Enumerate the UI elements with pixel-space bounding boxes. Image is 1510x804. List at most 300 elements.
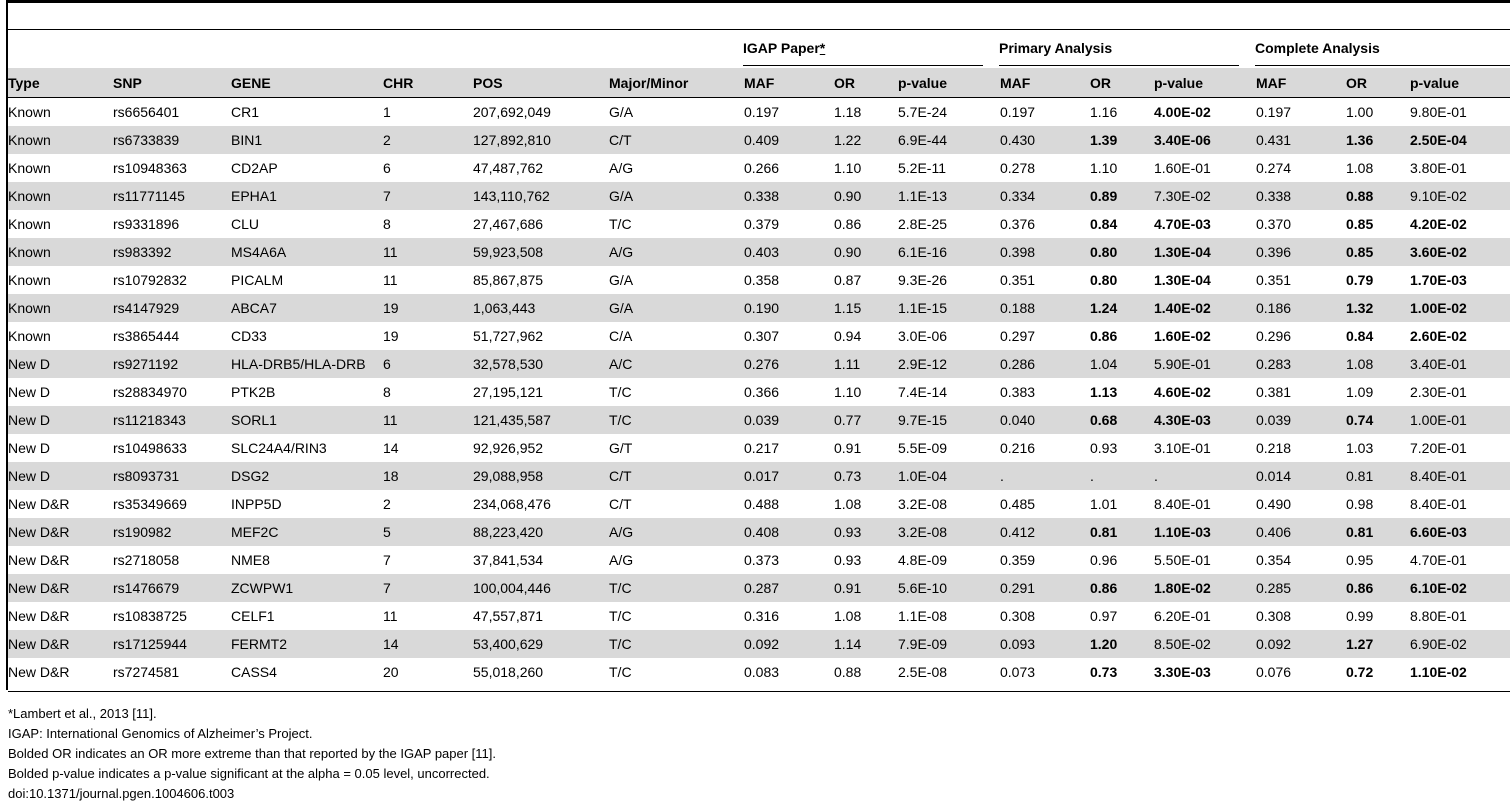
- cell-igap-or: 0.93: [834, 552, 862, 568]
- table-row: [8, 322, 1510, 350]
- table-row: [8, 238, 1510, 266]
- cell-major-minor: G/A: [609, 182, 744, 210]
- cell-major-minor: G/A: [609, 272, 634, 288]
- table-row: [8, 154, 1510, 182]
- cell-major-minor: T/C: [609, 406, 744, 434]
- cell-igap-or: 0.93: [834, 518, 898, 546]
- cell-snp: rs1476679: [113, 574, 231, 602]
- cell-complete-maf: 0.296: [1256, 328, 1292, 344]
- cell-complete-or: 0.98: [1346, 496, 1374, 512]
- cell-igap-pvalue: 2.9E-12: [898, 350, 1000, 378]
- table-header-rule: [8, 29, 1510, 30]
- table-row: [8, 182, 1510, 210]
- cell-complete-or: 0.85: [1346, 216, 1374, 232]
- cell-igap-pvalue: 7.4E-14: [898, 384, 948, 400]
- cell-primary-maf: 0.297: [1000, 328, 1036, 344]
- cell-major-minor: T/C: [609, 574, 744, 602]
- cell-igap-pvalue: 2.5E-08: [898, 664, 948, 680]
- cell-chr: 19: [383, 294, 473, 322]
- cell-type: Known: [8, 160, 51, 176]
- footnote-lambert: *Lambert et al., 2013 [11].: [8, 706, 157, 721]
- table-row: [8, 434, 1510, 462]
- table-row: [8, 574, 1510, 602]
- group-rule-igap: [743, 65, 983, 66]
- cell-major-minor: T/C: [609, 384, 632, 400]
- table-row: [8, 126, 1510, 154]
- cell-primary-or: 1.13: [1090, 384, 1118, 400]
- cell-complete-pvalue: 3.40E-01: [1410, 350, 1510, 378]
- cell-chr: 7: [383, 182, 473, 210]
- cell-igap-maf: 0.373: [744, 552, 780, 568]
- column-header-snp: SNP: [113, 68, 231, 98]
- cell-major-minor: T/C: [609, 216, 632, 232]
- cell-major-minor: A/G: [609, 518, 744, 546]
- cell-primary-or: 0.86: [1090, 574, 1154, 602]
- cell-primary-maf: 0.308: [1000, 608, 1036, 624]
- footnote-bolded-or: Bolded OR indicates an OR more extreme than that reported by the IGAP paper [11].: [8, 746, 497, 761]
- cell-igap-maf: 0.307: [744, 328, 780, 344]
- cell-complete-or: 0.79: [1346, 272, 1374, 288]
- cell-pos: 51,727,962: [473, 328, 544, 344]
- group-header-primary: Primary Analysis: [999, 40, 1113, 56]
- cell-primary-maf: 0.073: [1000, 664, 1036, 680]
- cell-snp: rs17125944: [113, 630, 231, 658]
- column-header-major-minor: Major/Minor: [609, 68, 744, 98]
- cell-primary-pvalue: 1.40E-02: [1154, 294, 1256, 322]
- cell-primary-maf: 0.412: [1000, 518, 1090, 546]
- cell-complete-pvalue: 8.80E-01: [1410, 608, 1467, 624]
- igap-footnote-marker[interactable]: *: [819, 40, 826, 56]
- table-row: [8, 350, 1510, 378]
- cell-igap-maf: 0.403: [744, 238, 834, 266]
- cell-primary-or: 1.39: [1090, 126, 1154, 154]
- cell-complete-maf: 0.076: [1256, 664, 1292, 680]
- cell-gene: SORL1: [231, 406, 383, 434]
- cell-igap-pvalue: 1.0E-04: [898, 462, 1000, 490]
- cell-igap-maf: 0.488: [744, 496, 780, 512]
- column-header-complete-pvalue: p-value: [1410, 68, 1510, 98]
- cell-snp: rs9331896: [113, 216, 180, 232]
- cell-igap-pvalue: 5.2E-11: [898, 160, 946, 176]
- cell-major-minor: G/A: [609, 104, 634, 120]
- cell-major-minor: T/C: [609, 630, 744, 658]
- cell-major-minor: T/C: [609, 608, 632, 624]
- cell-igap-or: 0.91: [834, 440, 862, 456]
- cell-pos: 27,467,686: [473, 216, 544, 232]
- column-header-igap-pvalue: p-value: [898, 68, 1000, 98]
- cell-snp: rs983392: [113, 238, 231, 266]
- cell-complete-or: 1.32: [1346, 294, 1410, 322]
- cell-complete-or: 0.99: [1346, 608, 1374, 624]
- cell-pos: 32,578,530: [473, 350, 609, 378]
- cell-type: New D: [8, 384, 51, 400]
- cell-primary-or: 0.68: [1090, 406, 1154, 434]
- cell-igap-pvalue: 1.1E-13: [898, 182, 1000, 210]
- table-row: [8, 210, 1510, 238]
- cell-primary-maf: 0.351: [1000, 272, 1036, 288]
- cell-complete-maf: 0.274: [1256, 160, 1292, 176]
- cell-igap-pvalue: 6.9E-44: [898, 126, 1000, 154]
- cell-primary-or: 0.84: [1090, 216, 1118, 232]
- snp-results-table: [8, 68, 1510, 686]
- cell-chr: 11: [383, 406, 473, 434]
- cell-chr: 11: [383, 608, 398, 624]
- cell-complete-maf: 0.354: [1256, 552, 1292, 568]
- column-header-primary-pvalue: p-value: [1154, 68, 1256, 98]
- cell-igap-maf: 0.039: [744, 406, 834, 434]
- cell-primary-or: 1.16: [1090, 104, 1118, 120]
- cell-snp: rs9271192: [113, 350, 231, 378]
- cell-gene: NME8: [231, 552, 270, 568]
- cell-igap-pvalue: 5.7E-24: [898, 104, 948, 120]
- cell-major-minor: G/A: [609, 294, 744, 322]
- table-row: [8, 406, 1510, 434]
- cell-pos: 37,841,534: [473, 552, 544, 568]
- cell-complete-maf: 0.351: [1256, 272, 1292, 288]
- cell-primary-pvalue: 1.60E-02: [1154, 328, 1211, 344]
- cell-complete-pvalue: 6.90E-02: [1410, 630, 1510, 658]
- cell-chr: 7: [383, 574, 473, 602]
- cell-igap-pvalue: 3.2E-08: [898, 496, 948, 512]
- cell-primary-pvalue: 1.30E-04: [1154, 238, 1256, 266]
- cell-igap-maf: 0.316: [744, 608, 780, 624]
- cell-complete-or: 0.88: [1346, 182, 1410, 210]
- cell-primary-or: 0.73: [1090, 664, 1118, 680]
- cell-complete-or: 1.09: [1346, 384, 1374, 400]
- cell-gene: DSG2: [231, 462, 383, 490]
- cell-type: New D: [8, 440, 51, 456]
- cell-primary-pvalue: 8.50E-02: [1154, 630, 1256, 658]
- cell-igap-or: 1.10: [834, 160, 862, 176]
- cell-complete-maf: 0.014: [1256, 462, 1346, 490]
- cell-chr: 6: [383, 160, 391, 176]
- cell-pos: 29,088,958: [473, 462, 609, 490]
- table-row: [8, 602, 1510, 630]
- table-row: [8, 98, 1510, 127]
- column-header-type: Type: [8, 68, 113, 98]
- cell-pos: 143,110,762: [473, 182, 609, 210]
- cell-primary-maf: 0.376: [1000, 216, 1036, 232]
- cell-igap-maf: 0.190: [744, 294, 834, 322]
- cell-primary-or: 1.04: [1090, 350, 1154, 378]
- column-header-gene: GENE: [231, 68, 383, 98]
- cell-complete-pvalue: 3.80E-01: [1410, 160, 1467, 176]
- group-header-complete: Complete Analysis: [1255, 40, 1380, 56]
- column-header-primary-maf: MAF: [1000, 68, 1090, 98]
- cell-complete-or: 1.36: [1346, 126, 1410, 154]
- group-rule-complete: [1255, 65, 1510, 66]
- cell-type: Known: [8, 126, 113, 154]
- cell-primary-pvalue: 6.20E-01: [1154, 608, 1211, 624]
- cell-pos: 1,063,443: [473, 294, 609, 322]
- cell-primary-pvalue: 1.30E-04: [1154, 272, 1211, 288]
- cell-snp: rs6733839: [113, 126, 231, 154]
- table-bottom-rule: [8, 691, 1510, 692]
- cell-snp: rs190982: [113, 518, 231, 546]
- cell-complete-pvalue: 1.00E-01: [1410, 406, 1510, 434]
- cell-igap-or: 0.77: [834, 406, 898, 434]
- cell-snp: rs7274581: [113, 664, 180, 680]
- cell-snp: rs2718058: [113, 552, 180, 568]
- cell-igap-pvalue: 5.6E-10: [898, 574, 1000, 602]
- cell-type: Known: [8, 272, 51, 288]
- cell-primary-or: 1.10: [1090, 160, 1118, 176]
- cell-type: New D: [8, 406, 113, 434]
- cell-primary-pvalue: 4.00E-02: [1154, 104, 1211, 120]
- cell-major-minor: C/T: [609, 126, 744, 154]
- cell-complete-pvalue: 4.70E-01: [1410, 552, 1467, 568]
- group-header-igap: [743, 40, 825, 60]
- cell-type: New D: [8, 462, 113, 490]
- cell-primary-pvalue: 4.30E-03: [1154, 406, 1256, 434]
- cell-complete-or: 0.72: [1346, 664, 1374, 680]
- cell-chr: 14: [383, 440, 399, 456]
- cell-snp: rs10792832: [113, 272, 187, 288]
- cell-primary-maf: 0.040: [1000, 406, 1090, 434]
- cell-pos: 92,926,952: [473, 440, 544, 456]
- cell-complete-or: 0.74: [1346, 406, 1410, 434]
- cell-complete-or: 1.08: [1346, 350, 1410, 378]
- cell-gene: SLC24A4/RIN3: [231, 440, 327, 456]
- cell-pos: 27,195,121: [473, 384, 544, 400]
- cell-primary-or: 0.80: [1090, 238, 1154, 266]
- cell-pos: 100,004,446: [473, 574, 609, 602]
- cell-primary-pvalue: 8.40E-01: [1154, 496, 1211, 512]
- table-row: [8, 518, 1510, 546]
- cell-snp: rs10948363: [113, 160, 187, 176]
- cell-primary-or: 0.97: [1090, 608, 1118, 624]
- cell-gene: FERMT2: [231, 630, 383, 658]
- cell-igap-or: 0.73: [834, 462, 898, 490]
- cell-type: New D&R: [8, 608, 70, 624]
- cell-type: Known: [8, 104, 51, 120]
- cell-igap-maf: 0.197: [744, 104, 780, 120]
- cell-gene: BIN1: [231, 126, 383, 154]
- cell-primary-or: 0.93: [1090, 440, 1118, 456]
- cell-primary-pvalue: 5.90E-01: [1154, 350, 1256, 378]
- cell-type: New D: [8, 350, 113, 378]
- cell-chr: 5: [383, 518, 473, 546]
- cell-type: New D&R: [8, 630, 113, 658]
- cell-igap-or: 1.14: [834, 630, 898, 658]
- cell-snp: rs11218343: [113, 406, 231, 434]
- cell-primary-pvalue: 7.30E-02: [1154, 182, 1256, 210]
- cell-igap-maf: 0.358: [744, 272, 780, 288]
- cell-primary-maf: 0.359: [1000, 552, 1036, 568]
- column-header-chr: CHR: [383, 68, 473, 98]
- cell-complete-maf: 0.396: [1256, 238, 1346, 266]
- cell-igap-maf: 0.366: [744, 384, 780, 400]
- cell-gene: MEF2C: [231, 518, 383, 546]
- table-row: [8, 462, 1510, 490]
- cell-type: Known: [8, 182, 113, 210]
- cell-gene: HLA-DRB5/HLA-DRB: [231, 350, 383, 378]
- cell-complete-or: 0.85: [1346, 238, 1410, 266]
- column-header-pos: POS: [473, 68, 609, 98]
- column-header-complete-or: OR: [1346, 68, 1410, 98]
- cell-type: Known: [8, 216, 51, 232]
- cell-snp: rs8093731: [113, 462, 231, 490]
- cell-igap-or: 0.90: [834, 238, 898, 266]
- cell-complete-maf: 0.370: [1256, 216, 1292, 232]
- cell-pos: 121,435,587: [473, 406, 609, 434]
- cell-primary-pvalue: 4.70E-03: [1154, 216, 1211, 232]
- cell-primary-pvalue: 4.60E-02: [1154, 384, 1211, 400]
- footnote-doi: doi:10.1371/journal.pgen.1004606.t003: [8, 786, 235, 801]
- cell-chr: 14: [383, 630, 473, 658]
- cell-major-minor: C/T: [609, 462, 744, 490]
- cell-pos: 127,892,810: [473, 126, 609, 154]
- cell-complete-or: 1.00: [1346, 104, 1374, 120]
- cell-primary-maf: 0.286: [1000, 350, 1090, 378]
- cell-gene: PTK2B: [231, 384, 276, 400]
- cell-major-minor: A/G: [609, 160, 634, 176]
- cell-chr: 20: [383, 664, 399, 680]
- cell-gene: EPHA1: [231, 182, 383, 210]
- cell-igap-or: 1.18: [834, 104, 862, 120]
- cell-pos: 47,557,871: [473, 608, 544, 624]
- cell-complete-maf: 0.431: [1256, 126, 1346, 154]
- cell-chr: 2: [383, 126, 473, 154]
- cell-primary-pvalue: 3.10E-01: [1154, 440, 1211, 456]
- cell-complete-maf: 0.039: [1256, 406, 1346, 434]
- cell-complete-maf: 0.406: [1256, 518, 1346, 546]
- cell-complete-or: 0.86: [1346, 574, 1410, 602]
- cell-igap-or: 0.86: [834, 216, 862, 232]
- cell-chr: 8: [383, 384, 391, 400]
- cell-igap-maf: 0.017: [744, 462, 834, 490]
- cell-igap-maf: 0.287: [744, 574, 834, 602]
- cell-chr: 11: [383, 272, 398, 288]
- cell-primary-pvalue: 5.50E-01: [1154, 552, 1211, 568]
- cell-complete-maf: 0.285: [1256, 574, 1346, 602]
- cell-snp: rs35349669: [113, 496, 187, 512]
- cell-primary-pvalue: .: [1154, 462, 1256, 490]
- cell-complete-pvalue: 1.10E-02: [1410, 664, 1467, 680]
- cell-type: New D&R: [8, 552, 70, 568]
- cell-igap-pvalue: 7.9E-09: [898, 630, 1000, 658]
- cell-pos: 55,018,260: [473, 664, 544, 680]
- cell-complete-pvalue: 6.60E-03: [1410, 518, 1510, 546]
- cell-primary-maf: 0.278: [1000, 160, 1036, 176]
- cell-primary-or: 0.89: [1090, 182, 1154, 210]
- cell-igap-maf: 0.379: [744, 216, 780, 232]
- cell-snp: rs11771145: [113, 182, 231, 210]
- column-header-complete-maf: MAF: [1256, 68, 1346, 98]
- cell-pos: 47,487,762: [473, 160, 544, 176]
- cell-igap-maf: 0.408: [744, 518, 834, 546]
- cell-complete-or: 1.27: [1346, 630, 1410, 658]
- cell-complete-pvalue: 4.20E-02: [1410, 216, 1467, 232]
- group-header-igap-label: IGAP Paper: [743, 40, 820, 56]
- cell-chr: 8: [383, 216, 391, 232]
- cell-primary-or: 1.20: [1090, 630, 1154, 658]
- cell-complete-pvalue: 9.80E-01: [1410, 104, 1467, 120]
- footnote-bolded-pvalue: Bolded p-value indicates a p-value significant at the alpha = 0.05 level, uncorrected.: [8, 766, 490, 781]
- cell-gene: CELF1: [231, 608, 275, 624]
- cell-major-minor: A/G: [609, 552, 634, 568]
- column-header-primary-or: OR: [1090, 68, 1154, 98]
- cell-complete-pvalue: 6.10E-02: [1410, 574, 1510, 602]
- cell-complete-maf: 0.197: [1256, 104, 1292, 120]
- cell-gene: MS4A6A: [231, 238, 383, 266]
- cell-igap-maf: 0.338: [744, 182, 834, 210]
- cell-complete-maf: 0.218: [1256, 440, 1292, 456]
- column-header-igap-maf: MAF: [744, 68, 834, 98]
- cell-igap-maf: 0.217: [744, 440, 780, 456]
- cell-igap-pvalue: 4.8E-09: [898, 552, 948, 568]
- cell-igap-pvalue: 5.5E-09: [898, 440, 948, 456]
- cell-primary-maf: 0.216: [1000, 440, 1036, 456]
- cell-primary-pvalue: 3.30E-03: [1154, 664, 1211, 680]
- cell-primary-maf: 0.291: [1000, 574, 1090, 602]
- cell-complete-pvalue: 8.40E-01: [1410, 496, 1467, 512]
- cell-pos: 85,867,875: [473, 272, 544, 288]
- cell-snp: rs10838725: [113, 608, 187, 624]
- cell-igap-or: 1.15: [834, 294, 898, 322]
- cell-snp: rs6656401: [113, 104, 180, 120]
- cell-complete-pvalue: 7.20E-01: [1410, 440, 1467, 456]
- cell-complete-pvalue: 1.70E-03: [1410, 272, 1467, 288]
- table-row: [8, 490, 1510, 518]
- table-row: [8, 546, 1510, 574]
- cell-gene: PICALM: [231, 272, 284, 288]
- cell-chr: 6: [383, 350, 473, 378]
- cell-complete-or: 1.08: [1346, 160, 1374, 176]
- cell-primary-or: 1.24: [1090, 294, 1154, 322]
- cell-gene: CD33: [231, 328, 267, 344]
- column-header-igap-or: OR: [834, 68, 898, 98]
- cell-type: New D&R: [8, 574, 113, 602]
- cell-primary-maf: 0.197: [1000, 104, 1036, 120]
- cell-primary-pvalue: 1.60E-01: [1154, 160, 1211, 176]
- cell-igap-pvalue: 1.1E-15: [898, 294, 1000, 322]
- cell-primary-maf: .: [1000, 462, 1090, 490]
- cell-primary-maf: 0.383: [1000, 384, 1036, 400]
- cell-igap-or: 0.87: [834, 272, 862, 288]
- footnotes: [8, 704, 496, 804]
- cell-igap-maf: 0.092: [744, 630, 834, 658]
- cell-igap-or: 0.94: [834, 328, 862, 344]
- cell-primary-or: 0.81: [1090, 518, 1154, 546]
- cell-igap-pvalue: 3.0E-06: [898, 328, 948, 344]
- cell-complete-pvalue: 3.60E-02: [1410, 238, 1510, 266]
- cell-snp: rs28834970: [113, 384, 187, 400]
- cell-igap-pvalue: 9.7E-15: [898, 406, 1000, 434]
- cell-pos: 59,923,508: [473, 238, 609, 266]
- cell-primary-pvalue: 3.40E-06: [1154, 126, 1256, 154]
- table-row: [8, 630, 1510, 658]
- cell-complete-maf: 0.283: [1256, 350, 1346, 378]
- cell-igap-or: 1.08: [834, 608, 862, 624]
- header-row: [8, 68, 1510, 98]
- cell-igap-pvalue: 9.3E-26: [898, 272, 948, 288]
- cell-complete-pvalue: 8.40E-01: [1410, 462, 1510, 490]
- cell-complete-maf: 0.308: [1256, 608, 1292, 624]
- table-row: [8, 294, 1510, 322]
- cell-complete-pvalue: 2.60E-02: [1410, 328, 1467, 344]
- cell-major-minor: A/C: [609, 350, 744, 378]
- cell-igap-or: 0.91: [834, 574, 898, 602]
- cell-complete-maf: 0.338: [1256, 182, 1346, 210]
- cell-complete-pvalue: 9.10E-02: [1410, 182, 1510, 210]
- cell-gene: CR1: [231, 104, 260, 120]
- cell-chr: 2: [383, 496, 391, 512]
- cell-igap-or: 1.10: [834, 384, 862, 400]
- cell-gene: INPP5D: [231, 496, 282, 512]
- cell-complete-maf: 0.490: [1256, 496, 1292, 512]
- cell-complete-or: 0.95: [1346, 552, 1374, 568]
